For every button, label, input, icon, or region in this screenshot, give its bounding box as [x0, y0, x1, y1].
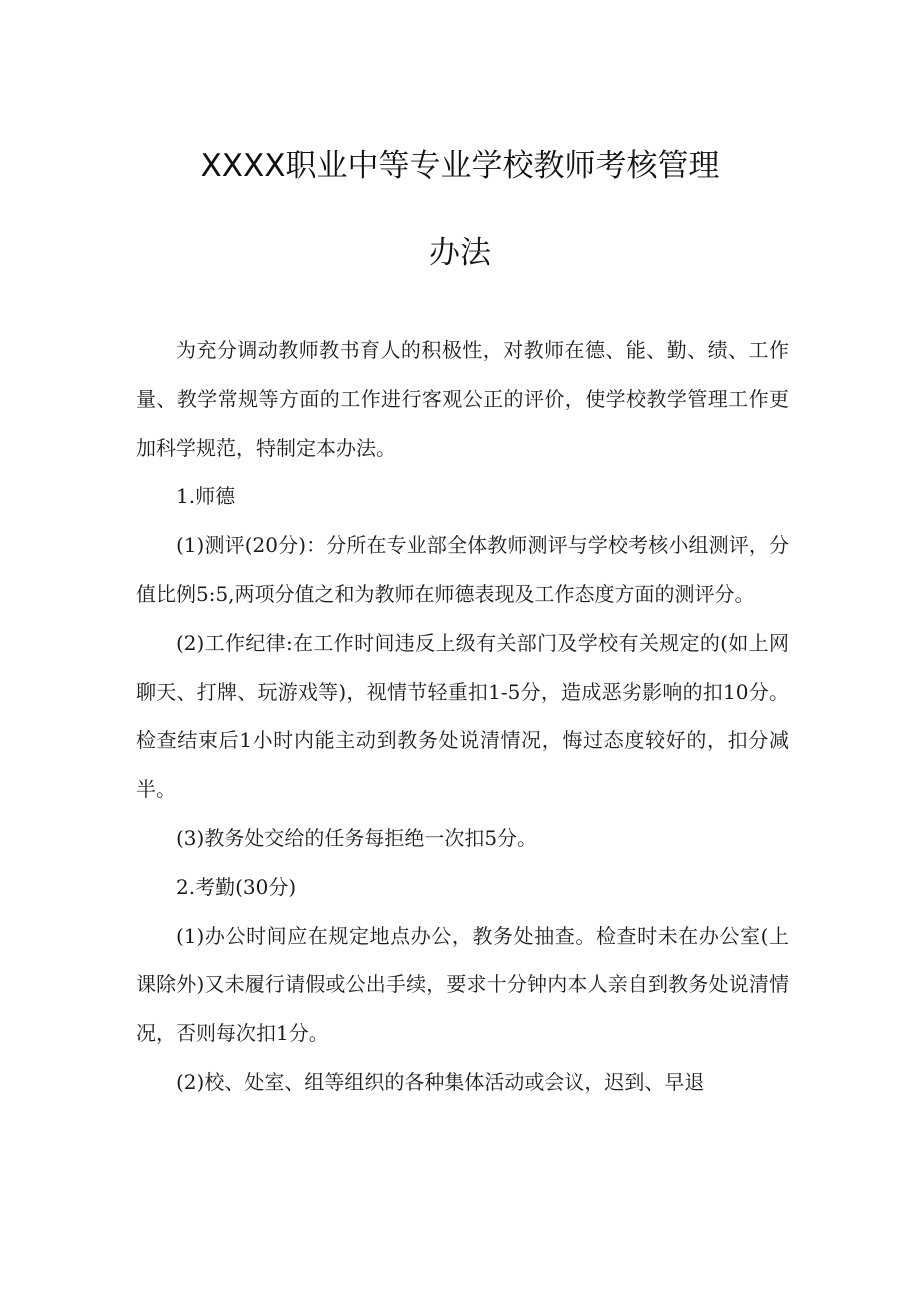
- document-body: [136, 326, 789, 1107]
- paragraph-attendance-1: (1)办公时间应在规定地点办公，教务处抽查。检查时未在办公室(上课除外)又未履行请假或公出手续，要求十分钟内本人亲自到教务处说清情况，否则每次扣1分。: [136, 923, 789, 1046]
- document-title-line-2: 办法: [429, 235, 491, 271]
- paragraph-attendance-2: (2)校、处室、组等组织的各种集体活动或会议，迟到、早退: [176, 1069, 705, 1094]
- paragraph-ethics-1: (1)测评(20分)：分所在专业部全体教师测评与学校考核小组测评，分值比例5:5,两项分值之和为教师在师德表现及工作态度方面的测评分。: [136, 533, 789, 606]
- paragraph-ethics-3: (3)教务处交给的任务每拒绝一次扣5分。: [176, 825, 538, 850]
- document-title-line-1: XXXX职业中等专业学校教师考核管理: [200, 148, 720, 184]
- paragraph-ethics-2: (2)工作纪律:在工作时间违反上级有关部门及学校有关规定的(如上网聊天、打牌、玩游戏等)，视情节轻重扣1-5分，造成恶劣影响的扣10分。检查结束后1小时内能主动到教务处说清情况，悔过态度较好的，扣分减半。: [136, 630, 789, 802]
- section-heading-ethics: 1.师德: [176, 484, 236, 509]
- paragraph-intro: 为充分调动教师教书育人的积极性，对教师在德、能、勤、绩、工作量、教学常规等方面的工作进行客观公正的评价，使学校教学管理工作更加科学规范，特制定本办法。: [136, 338, 789, 460]
- section-heading-attendance: 2.考勤(30分): [176, 874, 297, 899]
